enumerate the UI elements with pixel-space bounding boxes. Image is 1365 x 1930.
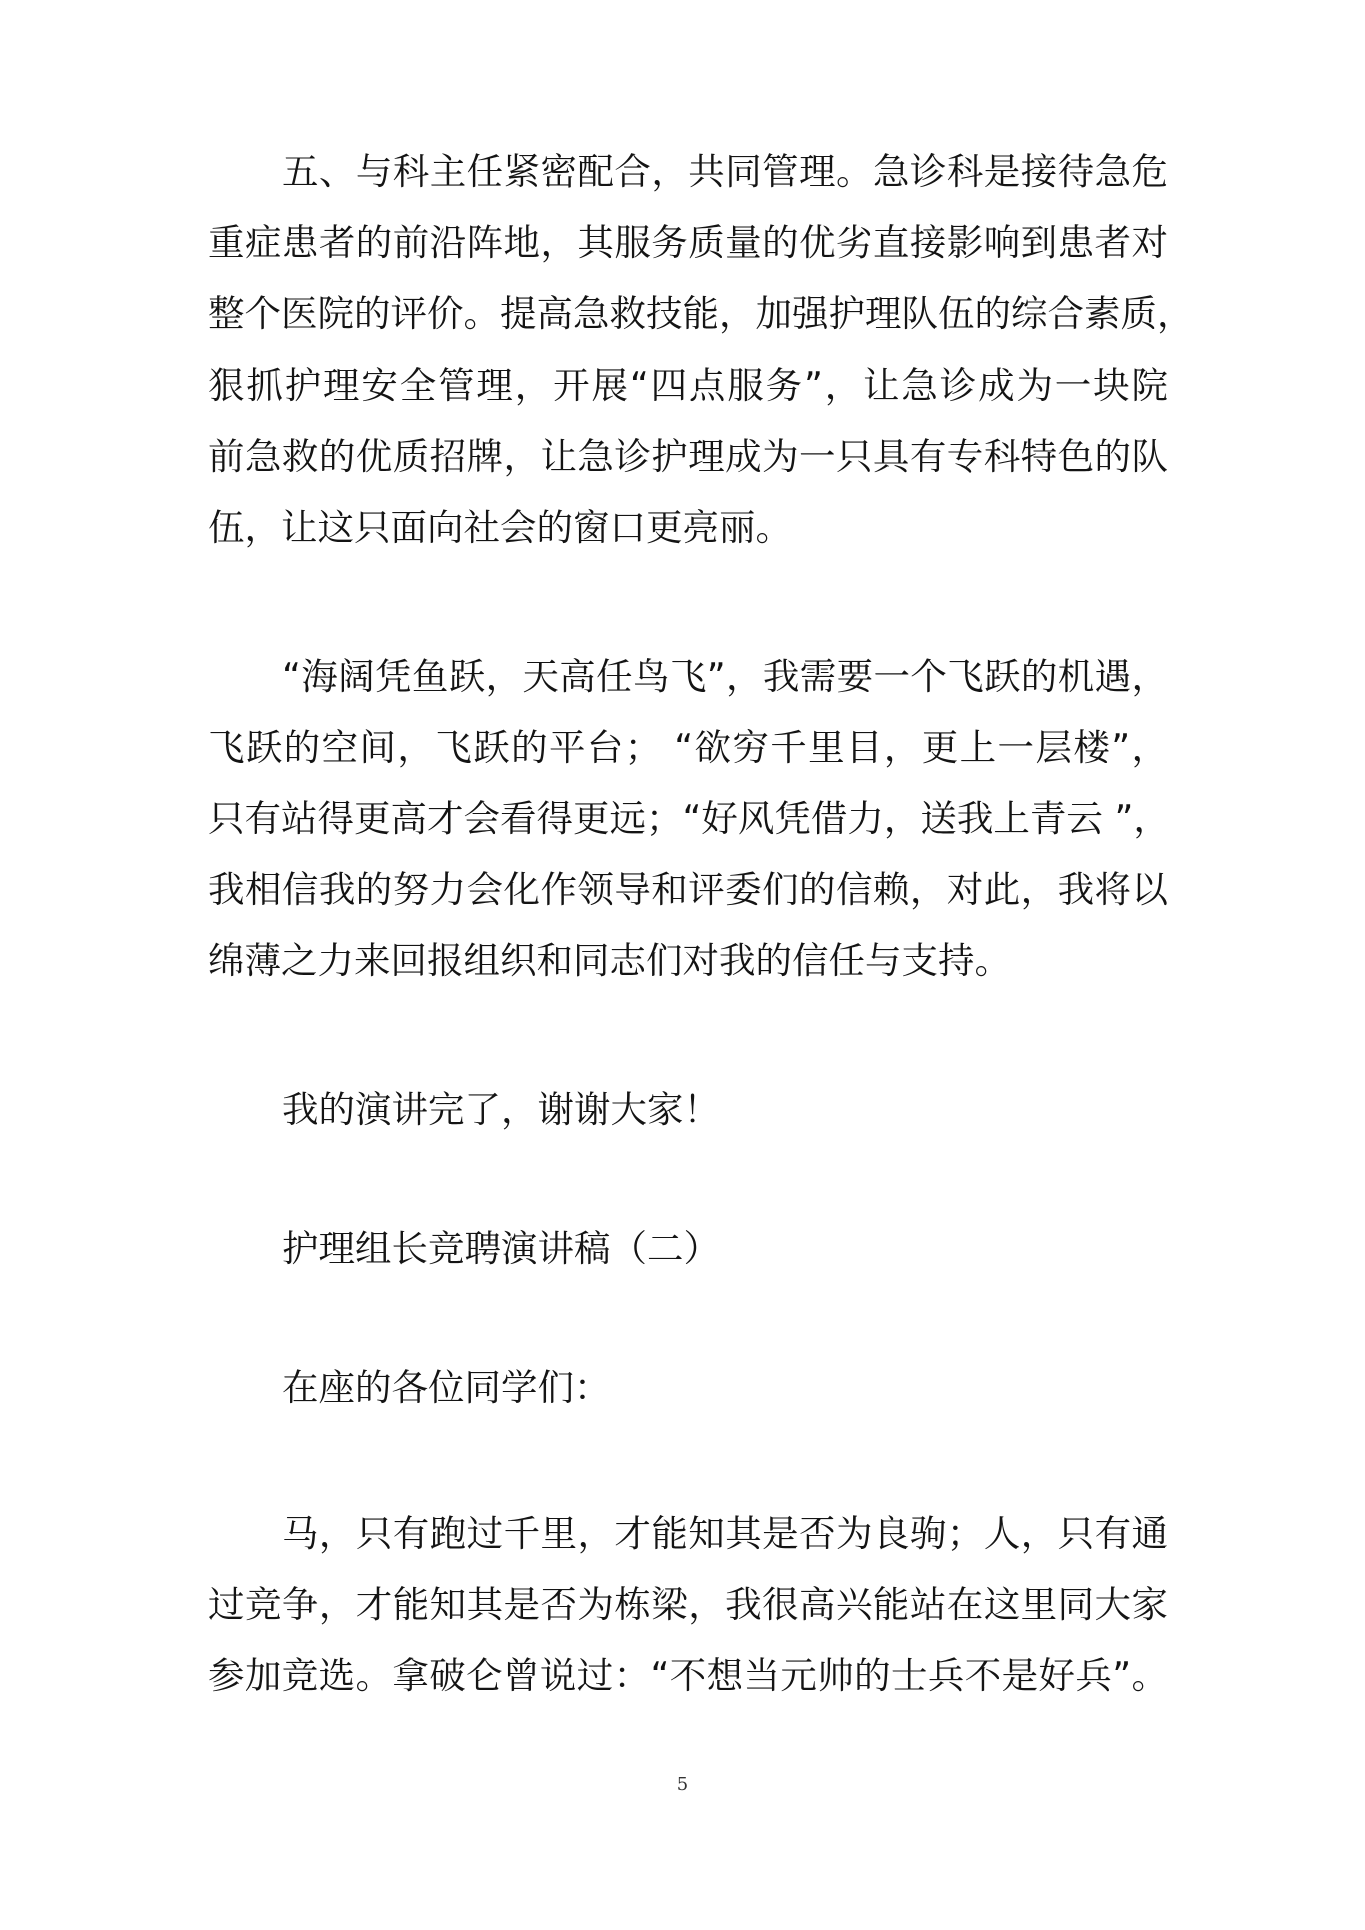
page-number: 5 (676, 1774, 689, 1795)
closing-line: 我的演讲完了，谢谢大家！ (282, 1088, 720, 1131)
paragraph-2-line-2: 飞跃的空间，飞跃的平台； “欲穷千里目，更上一层楼”， (208, 726, 1168, 769)
paragraph-1-line-2: 重症患者的前沿阵地，其服务质量的优劣直接影响到患者对 (208, 221, 1168, 264)
paragraph-2-line-5: 绵薄之力来回报组织和同志们对我的信任与支持。 (208, 939, 1011, 982)
paragraph-2-line-1: “海阔凭鱼跃，天高任鸟飞”，我需要一个飞跃的机遇， (282, 655, 1168, 698)
paragraph-1-line-4: 狠抓护理安全管理，开展“四点服务”，让急诊成为一块院 (208, 364, 1168, 407)
salutation: 在座的各位同学们： (282, 1366, 611, 1409)
paragraph-1-line-1: 五、与科主任紧密配合，共同管理。急诊科是接待急危 (282, 150, 1168, 193)
paragraph-6-line-2: 过竞争，才能知其是否为栋梁，我很高兴能站在这里同大家 (208, 1583, 1168, 1626)
paragraph-6-line-1: 马，只有跑过千里，才能知其是否为良驹；人，只有通 (282, 1512, 1168, 1555)
paragraph-1-line-3: 整个医院的评价。提高急救技能，加强护理队伍的综合素质， (208, 292, 1194, 335)
paragraph-1-line-5: 前急救的优质招牌，让急诊护理成为一只具有专科特色的队 (208, 435, 1168, 478)
section-title: 护理组长竞聘演讲稿（二） (282, 1227, 720, 1270)
paragraph-1-line-6: 伍，让这只面向社会的窗口更亮丽。 (208, 506, 792, 549)
paragraph-6-line-3: 参加竞选。拿破仑曾说过：“不想当元帅的士兵不是好兵”。 (208, 1654, 1168, 1697)
paragraph-2-line-4: 我相信我的努力会化作领导和评委们的信赖，对此，我将以 (208, 868, 1168, 911)
paragraph-2-line-3: 只有站得更高才会看得更远；“好风凭借力，送我上青云 ”， (208, 797, 1170, 840)
